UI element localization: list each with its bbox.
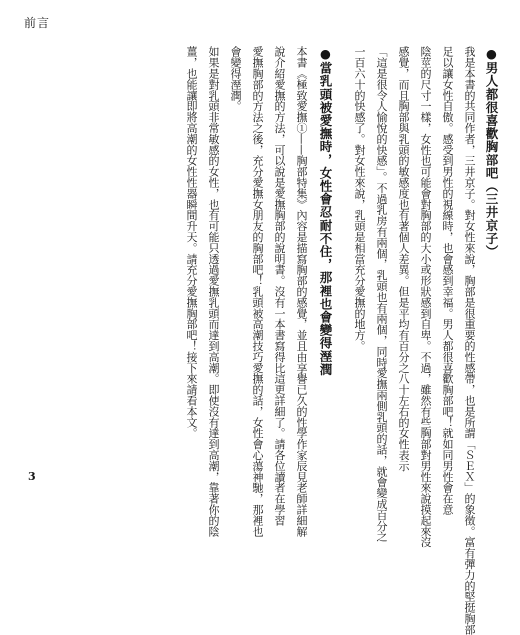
page-number: 3 (28, 470, 36, 483)
bullet-icon: ● (484, 46, 499, 62)
section-heading: ●當乳頭被愛撫時，女性會忍耐不住，那裡也會變得溼潤 (318, 46, 333, 377)
body-column: 愛撫胸部的方法之後，充分愛撫女朋友的胸部吧！乳頭被高潮技巧愛撫的話，女性會心蕩神馳，那裡也 (251, 46, 264, 537)
body-column: 我是本書的共同作者，三井京子。對女性來說，胸部是很重要的性感帶，也是所謂「ＳＥＸ」的象徵。富有彈力的堅挺胸部 (463, 46, 476, 635)
body-column: 一百六十的快感了。對女性來說，乳頭是相當充分愛撫的地方。 (353, 46, 366, 352)
page-header: 前言 (24, 16, 51, 30)
bullet-icon: ● (318, 46, 333, 62)
body-column: 說介紹愛撫的方法，可以說是愛撫胸部的說明書。沒有一本書寫得比這更詳細了。請各位讀者在學習 (273, 46, 286, 526)
body-column: 薑，也能讓即將高潮的女性性器瞬間升天。請充分愛撫胸部吧！接下來請看本文。 (185, 46, 198, 439)
body-column: 感覺，而且胸部與乳頭的敏感度也有著個人差異。但是平均有百分之八十左右的女性表示 (397, 46, 410, 472)
body-column: 會變得溼潤。 (229, 46, 242, 112)
body-column: 陰莖的尺寸一樣，女性也可能會對胸部的大小或形狀感到自卑。不過，雖然有些胸部對男性來說摸起來沒 (419, 46, 432, 548)
section-heading: ●男人都很喜歡胸部吧（三井京子） (484, 46, 499, 259)
body-column: 本書《極致愛撫①——胸部特集》內容是描寫胸部的感覺，並且由享譽已久的性學作家辰見老師詳細解 (295, 46, 308, 537)
body-column: 「這是很令人愉悅的快感」。不過乳房有兩個，乳頭也有兩個，同時愛撫兩側乳頭的話，就會變成百分之 (375, 46, 388, 542)
body-column: 如果是對乳頭非常敏感的女性，也有可能只透過愛撫乳頭而達到高潮。即使沒有達到高潮，靠著你的陰 (207, 46, 220, 537)
body-column: 足以讓女性自傲。感受到男性的視線時，也會感到幸福。男人都很喜歡胸部吧！就如同男性會在意 (441, 46, 454, 515)
